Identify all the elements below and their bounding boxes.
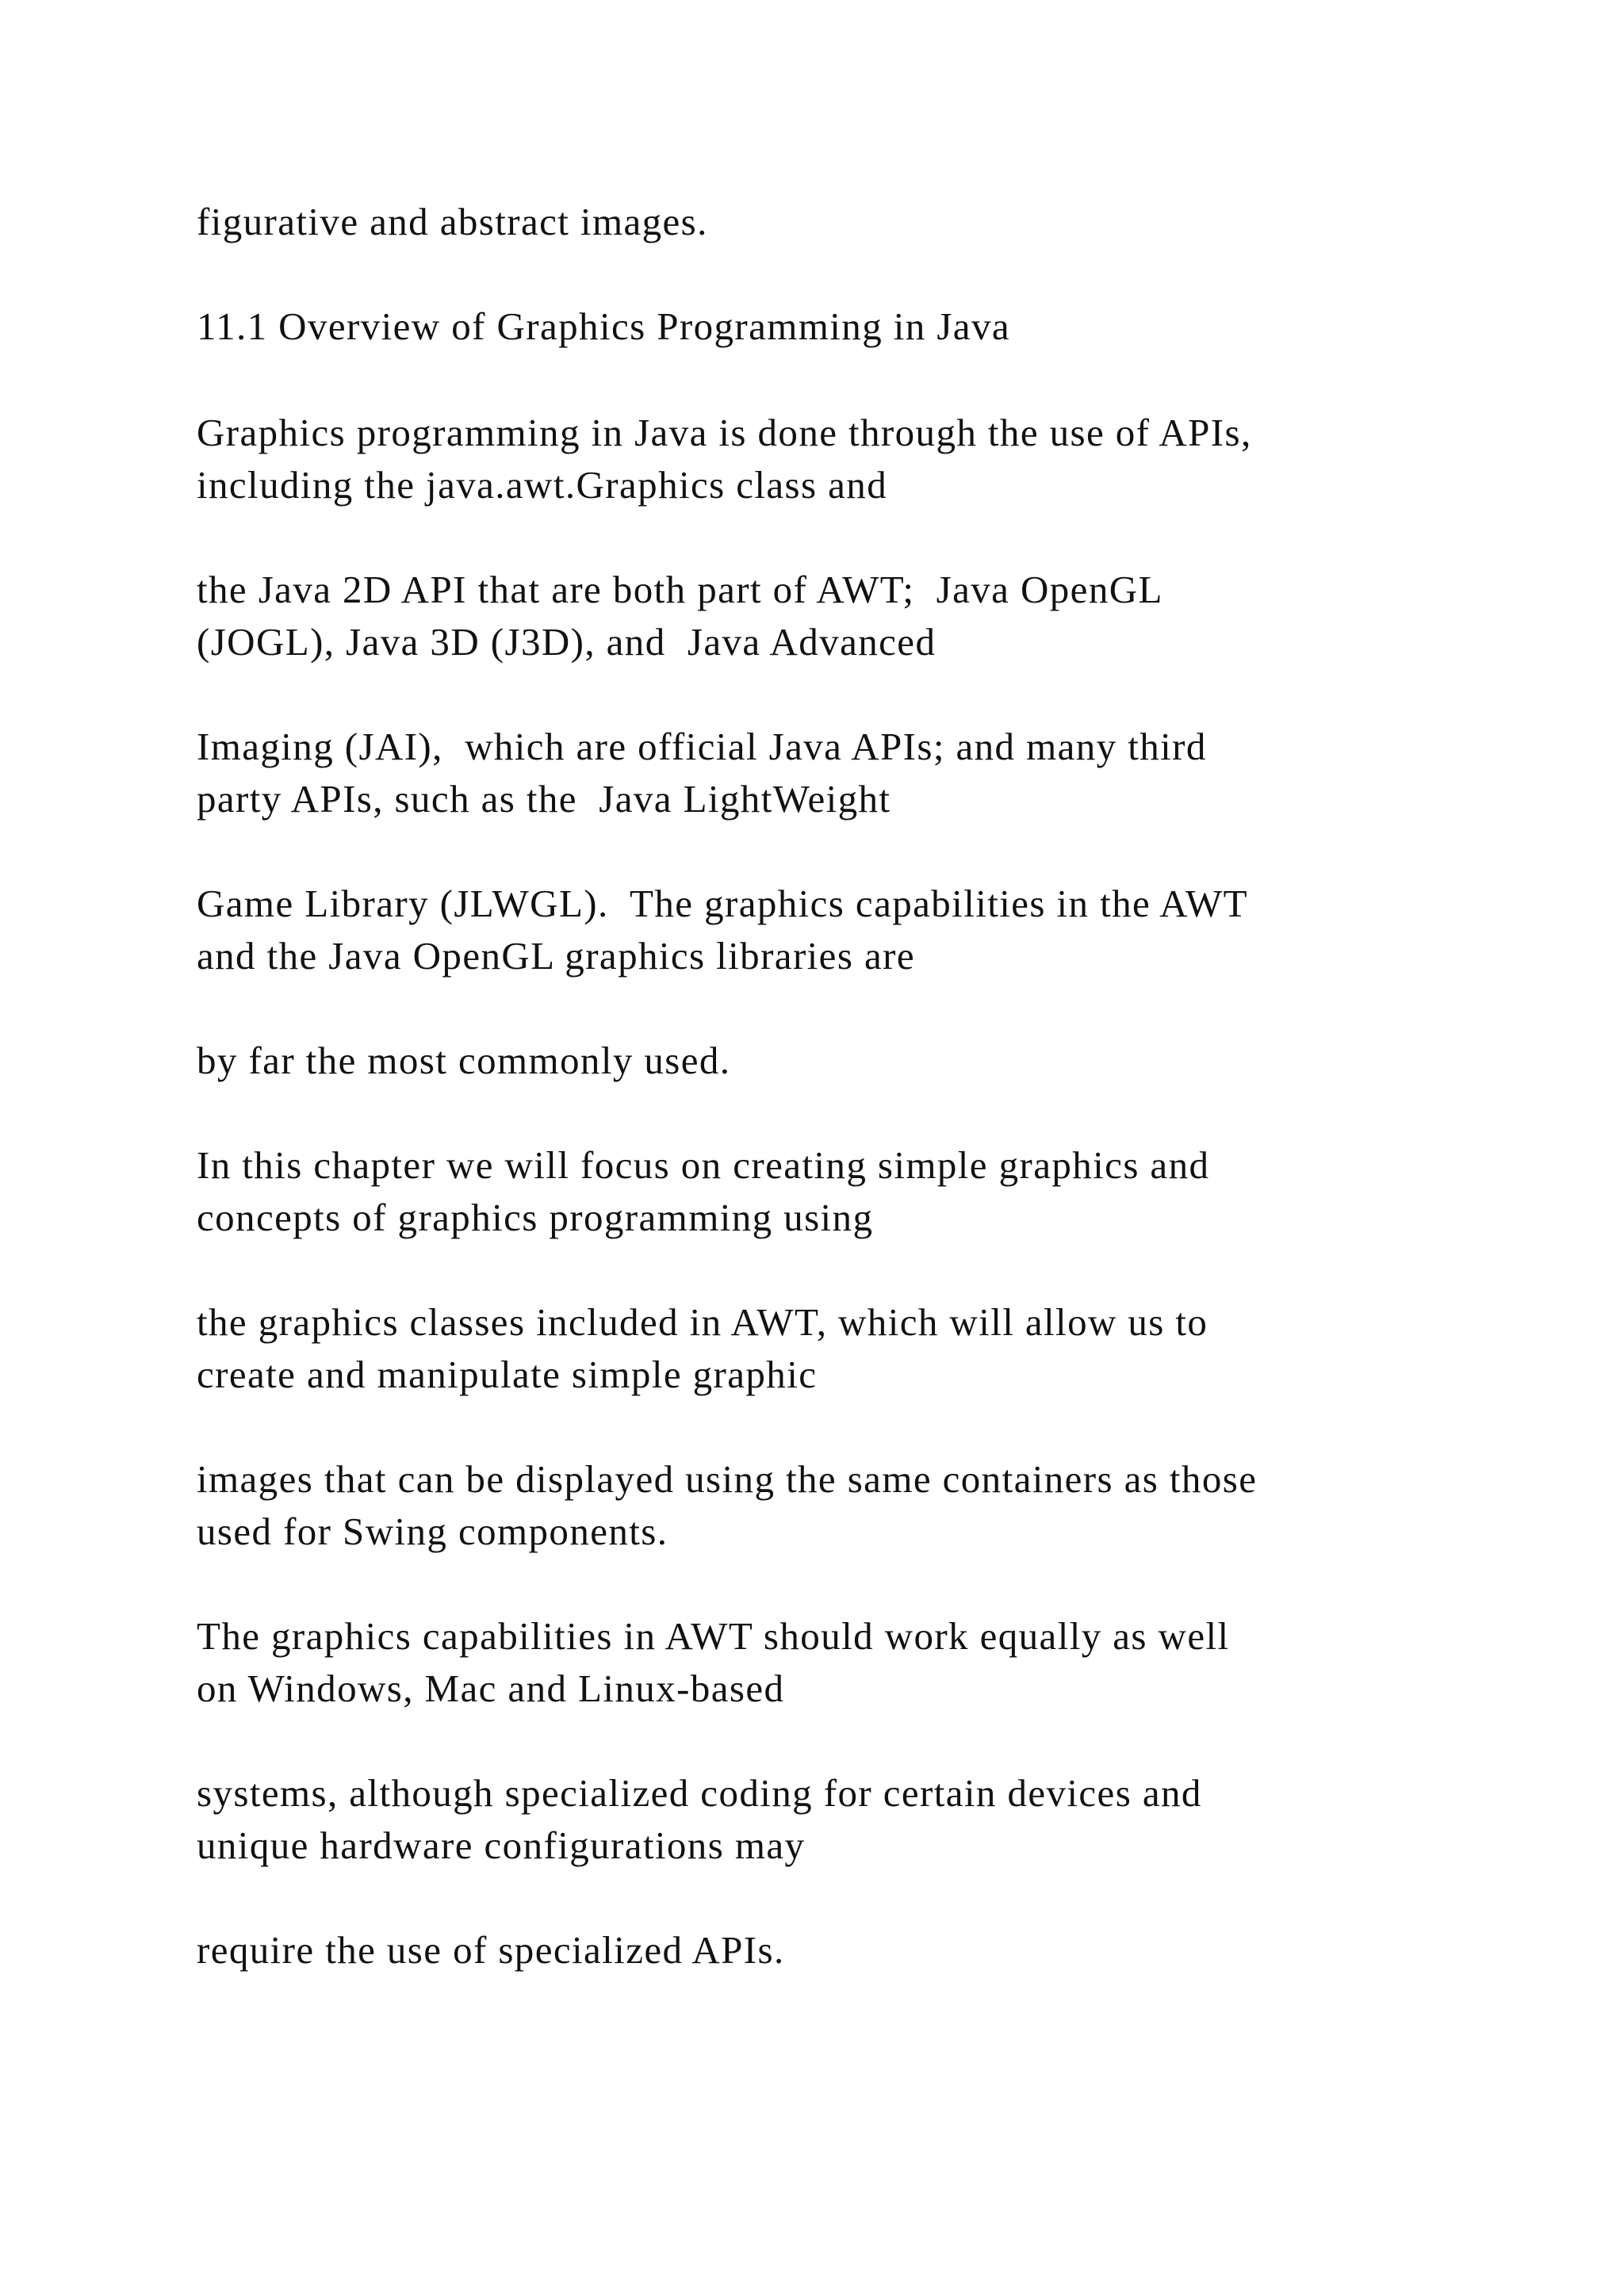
text-line: party APIs, such as the Java LightWeight xyxy=(197,777,891,821)
text-line: on Windows, Mac and Linux-based xyxy=(197,1667,785,1710)
text-line: Game Library (JLWGL). The graphics capabilities in the AWT xyxy=(197,882,1248,925)
text-line: images that can be displayed using the same containers as those xyxy=(197,1457,1258,1501)
text-line: the Java 2D API that are both part of AWT; Java OpenGL xyxy=(197,568,1163,611)
text-line: require the use of specialized APIs. xyxy=(197,1928,785,1972)
text-line: systems, although specialized coding for certain devices and xyxy=(197,1771,1202,1815)
text-line: In this chapter we will focus on creating simple graphics and xyxy=(197,1143,1210,1187)
text-line: by far the most commonly used. xyxy=(197,1039,731,1082)
text-line: figurative and abstract images. xyxy=(197,200,708,243)
text-line: Imaging (JAI), which are official Java APIs; and many third xyxy=(197,725,1207,768)
text-line: including the java.awt.Graphics class and xyxy=(197,463,888,507)
text-line: unique hardware configurations may xyxy=(197,1823,806,1867)
text-line: The graphics capabilities in AWT should work equally as well xyxy=(197,1614,1230,1658)
text-line: and the Java OpenGL graphics libraries are xyxy=(197,934,915,978)
text-line: concepts of graphics programming using xyxy=(197,1196,874,1239)
text-line: (JOGL), Java 3D (J3D), and Java Advanced xyxy=(197,620,936,664)
text-line: create and manipulate simple graphic xyxy=(197,1353,818,1396)
text-line: used for Swing components. xyxy=(197,1510,668,1553)
text-line: the graphics classes included in AWT, which will allow us to xyxy=(197,1300,1208,1344)
text-line: Graphics programming in Java is done through the use of APIs, xyxy=(197,411,1252,454)
section-heading: 11.1 Overview of Graphics Programming in Java xyxy=(197,304,1010,348)
